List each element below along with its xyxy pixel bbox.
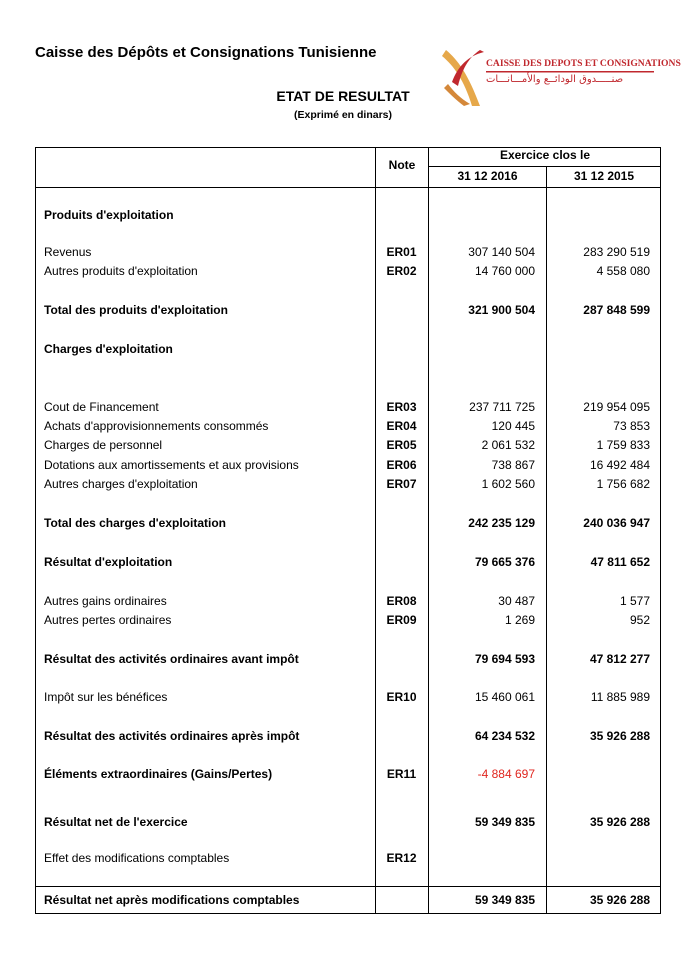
row-value-2015: 73 853: [613, 419, 650, 433]
row-note: ER01: [386, 245, 417, 259]
row-note: ER12: [386, 851, 417, 865]
row-label: Autres pertes ordinaires: [44, 613, 172, 627]
row-note: ER04: [386, 419, 417, 433]
period-column-header: Exercice clos le: [499, 148, 591, 162]
row-value-2016: 321 900 504: [468, 303, 535, 317]
row-label: Éléments extraordinaires (Gains/Pertes): [44, 767, 273, 781]
row-label: Résultat net après modifications comptables: [44, 893, 300, 907]
row-value-2016: 30 487: [498, 594, 535, 608]
table-divider: [35, 886, 661, 887]
row-value-2015: 1 759 833: [596, 438, 650, 452]
row-value-2016: -4 884 697: [477, 767, 535, 781]
organization-name: Caisse des Dépôts et Consignations Tunisienne: [35, 44, 377, 61]
note-column-header: Note: [388, 158, 416, 172]
row-label: Impôt sur les bénéfices: [44, 690, 168, 704]
row-label: Total des produits d'exploitation: [44, 303, 228, 317]
row-value-2015: 35 926 288: [589, 893, 650, 907]
table-divider: [546, 166, 547, 914]
row-value-2016: 120 445: [491, 419, 535, 433]
row-value-2015: 1 577: [619, 594, 650, 608]
row-label: Charges de personnel: [44, 438, 163, 452]
row-label: Résultat des activités ordinaires après impôt: [44, 729, 300, 743]
year-2015-header: 31 12 2015: [573, 169, 635, 183]
row-value-2016: 307 140 504: [468, 245, 535, 259]
row-label: Résultat des activités ordinaires avant impôt: [44, 652, 299, 666]
row-note: ER06: [386, 458, 417, 472]
row-value-2015: 16 492 484: [589, 458, 650, 472]
row-value-2015: 35 926 288: [589, 815, 650, 829]
row-label: Résultat net de l'exercice: [44, 815, 188, 829]
row-label: Cout de Financement: [44, 400, 159, 414]
page-subtitle: (Exprimé en dinars): [293, 109, 393, 121]
row-note: ER10: [386, 690, 417, 704]
row-value-2016: 237 711 725: [469, 400, 535, 414]
row-value-2016: 79 665 376: [474, 555, 535, 569]
row-note: ER08: [386, 594, 417, 608]
row-value-2015: 240 036 947: [583, 516, 650, 530]
row-note: ER11: [386, 767, 417, 781]
row-label: Autres gains ordinaires: [44, 594, 167, 608]
row-value-2016: 2 061 532: [481, 438, 535, 452]
row-value-2015: 1 756 682: [596, 477, 650, 491]
row-label: Achats d'approvisionnements consommés: [44, 419, 269, 433]
table-divider: [375, 147, 376, 914]
table-divider: [35, 187, 661, 188]
row-value-2015: 4 558 080: [596, 264, 650, 278]
row-value-2016: 59 349 835: [474, 815, 535, 829]
row-label: Total des charges d'exploitation: [44, 516, 226, 530]
row-label: Effet des modifications comptables: [44, 851, 230, 865]
row-label: Autres produits d'exploitation: [44, 264, 198, 278]
row-value-2015: 219 954 095: [583, 400, 650, 414]
table-divider: [428, 147, 429, 914]
row-label: Autres charges d'exploitation: [44, 477, 198, 491]
row-label: Revenus: [44, 245, 92, 259]
row-value-2015: 952: [629, 613, 650, 627]
row-value-2016: 59 349 835: [474, 893, 535, 907]
row-value-2015: 47 811 652: [590, 555, 650, 569]
row-value-2016: 1 269: [504, 613, 535, 627]
row-label: Produits d'exploitation: [44, 208, 174, 222]
row-value-2016: 79 694 593: [474, 652, 535, 666]
row-value-2016: 242 235 129: [468, 516, 535, 530]
row-value-2015: 35 926 288: [589, 729, 650, 743]
logo-text-ar: صنـــــدوق الودائــع والأمـــانـــات: [486, 74, 624, 85]
row-value-2015: 283 290 519: [583, 245, 650, 259]
row-value-2015: 287 848 599: [583, 303, 650, 317]
year-2016-header: 31 12 2016: [457, 169, 518, 183]
row-label: Résultat d'exploitation: [44, 555, 173, 569]
row-value-2016: 64 234 532: [474, 729, 535, 743]
row-value-2016: 1 602 560: [481, 477, 535, 491]
row-note: ER09: [386, 613, 417, 627]
row-note: ER05: [386, 438, 417, 452]
row-note: ER03: [386, 400, 417, 414]
row-label: Charges d'exploitation: [44, 342, 173, 356]
row-label: Dotations aux amortissements et aux provisions: [44, 458, 299, 472]
row-value-2016: 15 460 061: [474, 690, 535, 704]
row-value-2016: 14 760 000: [474, 264, 535, 278]
logo-text-fr: CAISSE DES DEPOTS ET CONSIGNATIONS: [486, 58, 681, 69]
results-table: [35, 147, 661, 914]
row-value-2015: 47 812 277: [589, 652, 650, 666]
row-note: ER02: [386, 264, 417, 278]
row-value-2015: 11 885 989: [590, 690, 650, 704]
page-title: ETAT DE RESULTAT: [276, 88, 410, 104]
table-divider: [428, 166, 661, 167]
row-note: ER07: [386, 477, 417, 491]
row-value-2016: 738 867: [491, 458, 535, 472]
